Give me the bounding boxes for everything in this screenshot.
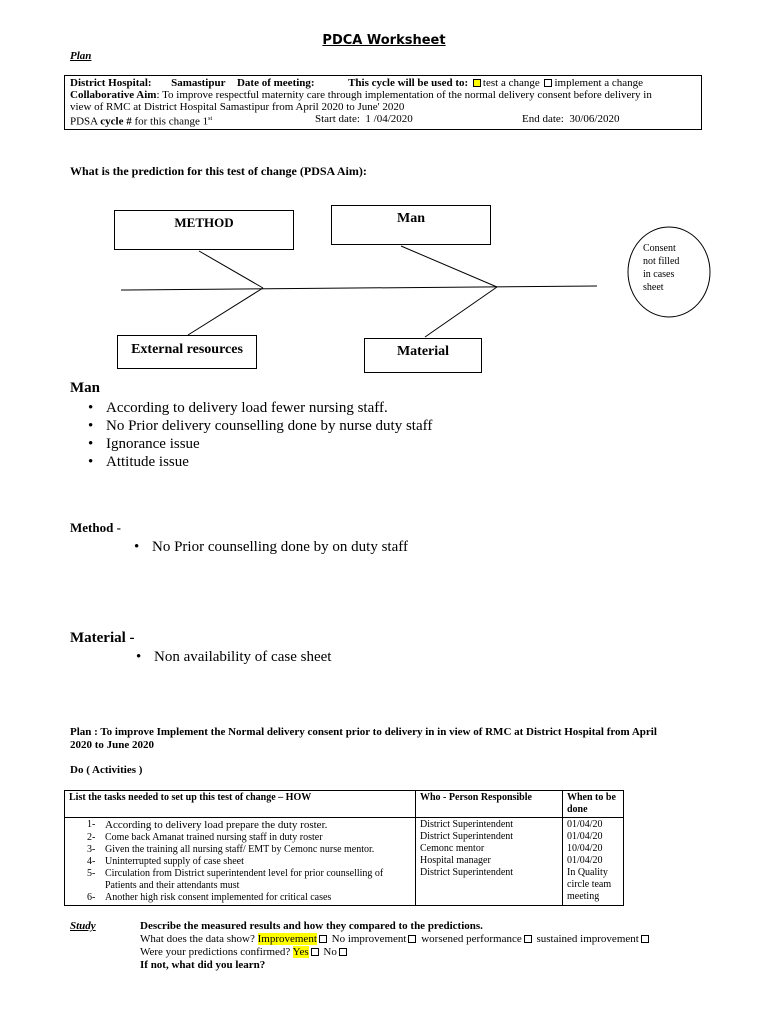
district-label: District Hospital: <box>70 77 152 89</box>
effect-line: sheet <box>643 282 664 293</box>
column-header-how: List the tasks needed to set up this test of change – HOW <box>65 791 416 818</box>
sustained-label: sustained improvement <box>536 933 639 945</box>
task-text: Come back Amanat trained nursing staff in duty roster <box>105 832 323 843</box>
tasks-cell <box>65 818 416 906</box>
improvement-label: Improvement <box>257 933 317 945</box>
effect-line: Consent <box>643 243 676 254</box>
list-item <box>69 832 411 844</box>
list-item <box>69 819 411 832</box>
no-checkbox[interactable] <box>339 948 347 956</box>
study-confirm-row <box>140 946 651 959</box>
who-entry: District Superintendent <box>420 819 514 830</box>
no-improvement-checkbox[interactable] <box>408 935 416 943</box>
no-label: No <box>323 946 337 958</box>
yes-label: Yes <box>292 946 309 958</box>
who-entry: Cemonc mentor <box>420 843 485 854</box>
task-number: 4- <box>87 856 96 867</box>
task-number: 5- <box>87 868 96 879</box>
plan-heading: Plan <box>70 50 92 62</box>
fishbone-diagram <box>0 0 768 380</box>
aim-label: Collaborative Aim <box>70 89 157 101</box>
study-describe: Describe the measured results and how they compared to the predictions. <box>140 920 483 932</box>
list-item <box>69 844 411 856</box>
when-cell <box>563 818 624 906</box>
aim-text-1: : To improve respectful maternity care through implementation of the normal delivery consent before delivery in <box>156 89 652 101</box>
task-text: According to delivery load prepare the duty roster. <box>105 819 328 831</box>
task-number: 2- <box>87 832 96 843</box>
fishbone-effect-text <box>643 242 679 294</box>
start-date-value: 1 /04/2020 <box>365 113 413 125</box>
when-entry: 01/04/20 <box>567 855 603 866</box>
task-number: 6- <box>87 892 96 903</box>
implement-change-label: implement a change <box>554 77 644 89</box>
list-item: • According to delivery load fewer nursing staff. <box>86 399 432 417</box>
start-date-label: Start date: <box>315 113 360 125</box>
fishbone-man-box: Man <box>331 205 491 245</box>
activities-table <box>64 790 624 906</box>
who-entry: District Superintendent <box>420 867 514 878</box>
data-question: What does the data show? <box>140 933 255 945</box>
test-change-label: test a change <box>482 77 540 89</box>
confirmed-question: Were your predictions confirmed? <box>140 946 291 958</box>
task-number: 3- <box>87 844 96 855</box>
cycle-number-label: cycle # <box>100 115 132 128</box>
cycle-number-suffix: st <box>208 116 213 122</box>
who-entry: District Superintendent <box>420 831 514 842</box>
fishbone-material-box: Material <box>364 338 482 373</box>
material-list <box>134 648 331 666</box>
task-number: 1- <box>87 819 96 830</box>
list-item: • Non availability of case sheet <box>134 648 331 666</box>
list-item <box>69 868 411 892</box>
do-heading: Do ( Activities ) <box>70 764 143 776</box>
fishbone-bone-material <box>425 287 497 337</box>
tasks-list <box>69 819 411 904</box>
who-cell <box>416 818 563 906</box>
when-entry: 01/04/20 <box>567 831 603 842</box>
plan-line-2: 2020 to June 2020 <box>70 739 155 751</box>
method-heading: Method - <box>70 520 121 535</box>
yes-checkbox[interactable] <box>311 948 319 956</box>
study-heading: Study <box>70 920 96 932</box>
when-entry: 01/04/20 <box>567 819 603 830</box>
material-heading: Material - <box>70 630 135 646</box>
column-header-when: When to be done <box>563 791 624 818</box>
cycle-number-text: for this change 1 <box>131 115 209 128</box>
fishbone-bone-external <box>188 288 263 335</box>
improvement-checkbox[interactable] <box>319 935 327 943</box>
task-text: Given the training all nursing staff/ EMT by Cemonc nurse mentor. <box>105 844 375 855</box>
learn-question: If not, what did you learn? <box>140 959 266 971</box>
worsened-label: worsened performance <box>421 933 522 945</box>
end-date-label: End date: <box>522 113 564 125</box>
list-item: • No Prior counselling done by on duty staff <box>132 538 408 556</box>
no-improvement-label: No improvement <box>331 933 407 945</box>
task-text: Circulation from District superintendent level for prior counselling of Patients and their attendants must <box>105 868 384 891</box>
effect-line: in cases <box>643 269 675 280</box>
man-list <box>86 399 432 471</box>
column-header-who: Who - Person Responsible <box>416 791 563 818</box>
task-text: Another high risk consent implemented for critical cases <box>105 892 332 903</box>
when-entry: 10/04/20 <box>567 843 603 854</box>
sustained-checkbox[interactable] <box>641 935 649 943</box>
prediction-question: What is the prediction for this test of change (PDSA Aim): <box>70 164 367 178</box>
fishbone-external-box: External resources <box>117 335 257 369</box>
page-title: PDCA Worksheet <box>322 33 446 48</box>
study-block <box>140 920 651 972</box>
cycle-purpose-label: This cycle will be used to: <box>348 77 469 89</box>
plan-line-1: Plan : To improve Implement the Normal delivery consent prior to delivery in in view of RMC at District Hospital from April <box>70 726 657 738</box>
fishbone-bone-method <box>199 251 263 288</box>
list-item: • No Prior delivery counselling done by nurse duty staff <box>86 417 432 435</box>
district-value: Samastipur <box>171 77 226 89</box>
table-header-row <box>65 791 624 818</box>
fishbone-spine <box>121 286 597 290</box>
list-item <box>69 856 411 868</box>
list-item: • Ignorance issue <box>86 435 432 453</box>
task-text: Uninterrupted supply of case sheet <box>105 856 244 867</box>
meeting-label: Date of meeting: <box>236 77 315 89</box>
when-entry: In Quality circle team meeting <box>567 867 612 902</box>
end-date-value: 30/06/2020 <box>569 113 620 125</box>
aim-text-2: view of RMC at District Hospital Samastipur from April 2020 to June' 2020 <box>70 101 405 113</box>
effect-line: not filled <box>643 256 680 267</box>
list-item <box>69 892 411 904</box>
man-heading: Man <box>70 380 100 396</box>
method-list <box>132 538 408 556</box>
study-data-row <box>140 933 651 946</box>
table-row <box>65 818 624 906</box>
list-item: • Attitude issue <box>86 453 432 471</box>
plan-statement <box>70 726 657 752</box>
worsened-checkbox[interactable] <box>524 935 532 943</box>
pdsa-label: PDSA <box>70 115 98 128</box>
fishbone-method-box: METHOD <box>114 210 294 250</box>
who-entry: Hospital manager <box>420 855 491 866</box>
fishbone-bone-man <box>401 246 497 287</box>
